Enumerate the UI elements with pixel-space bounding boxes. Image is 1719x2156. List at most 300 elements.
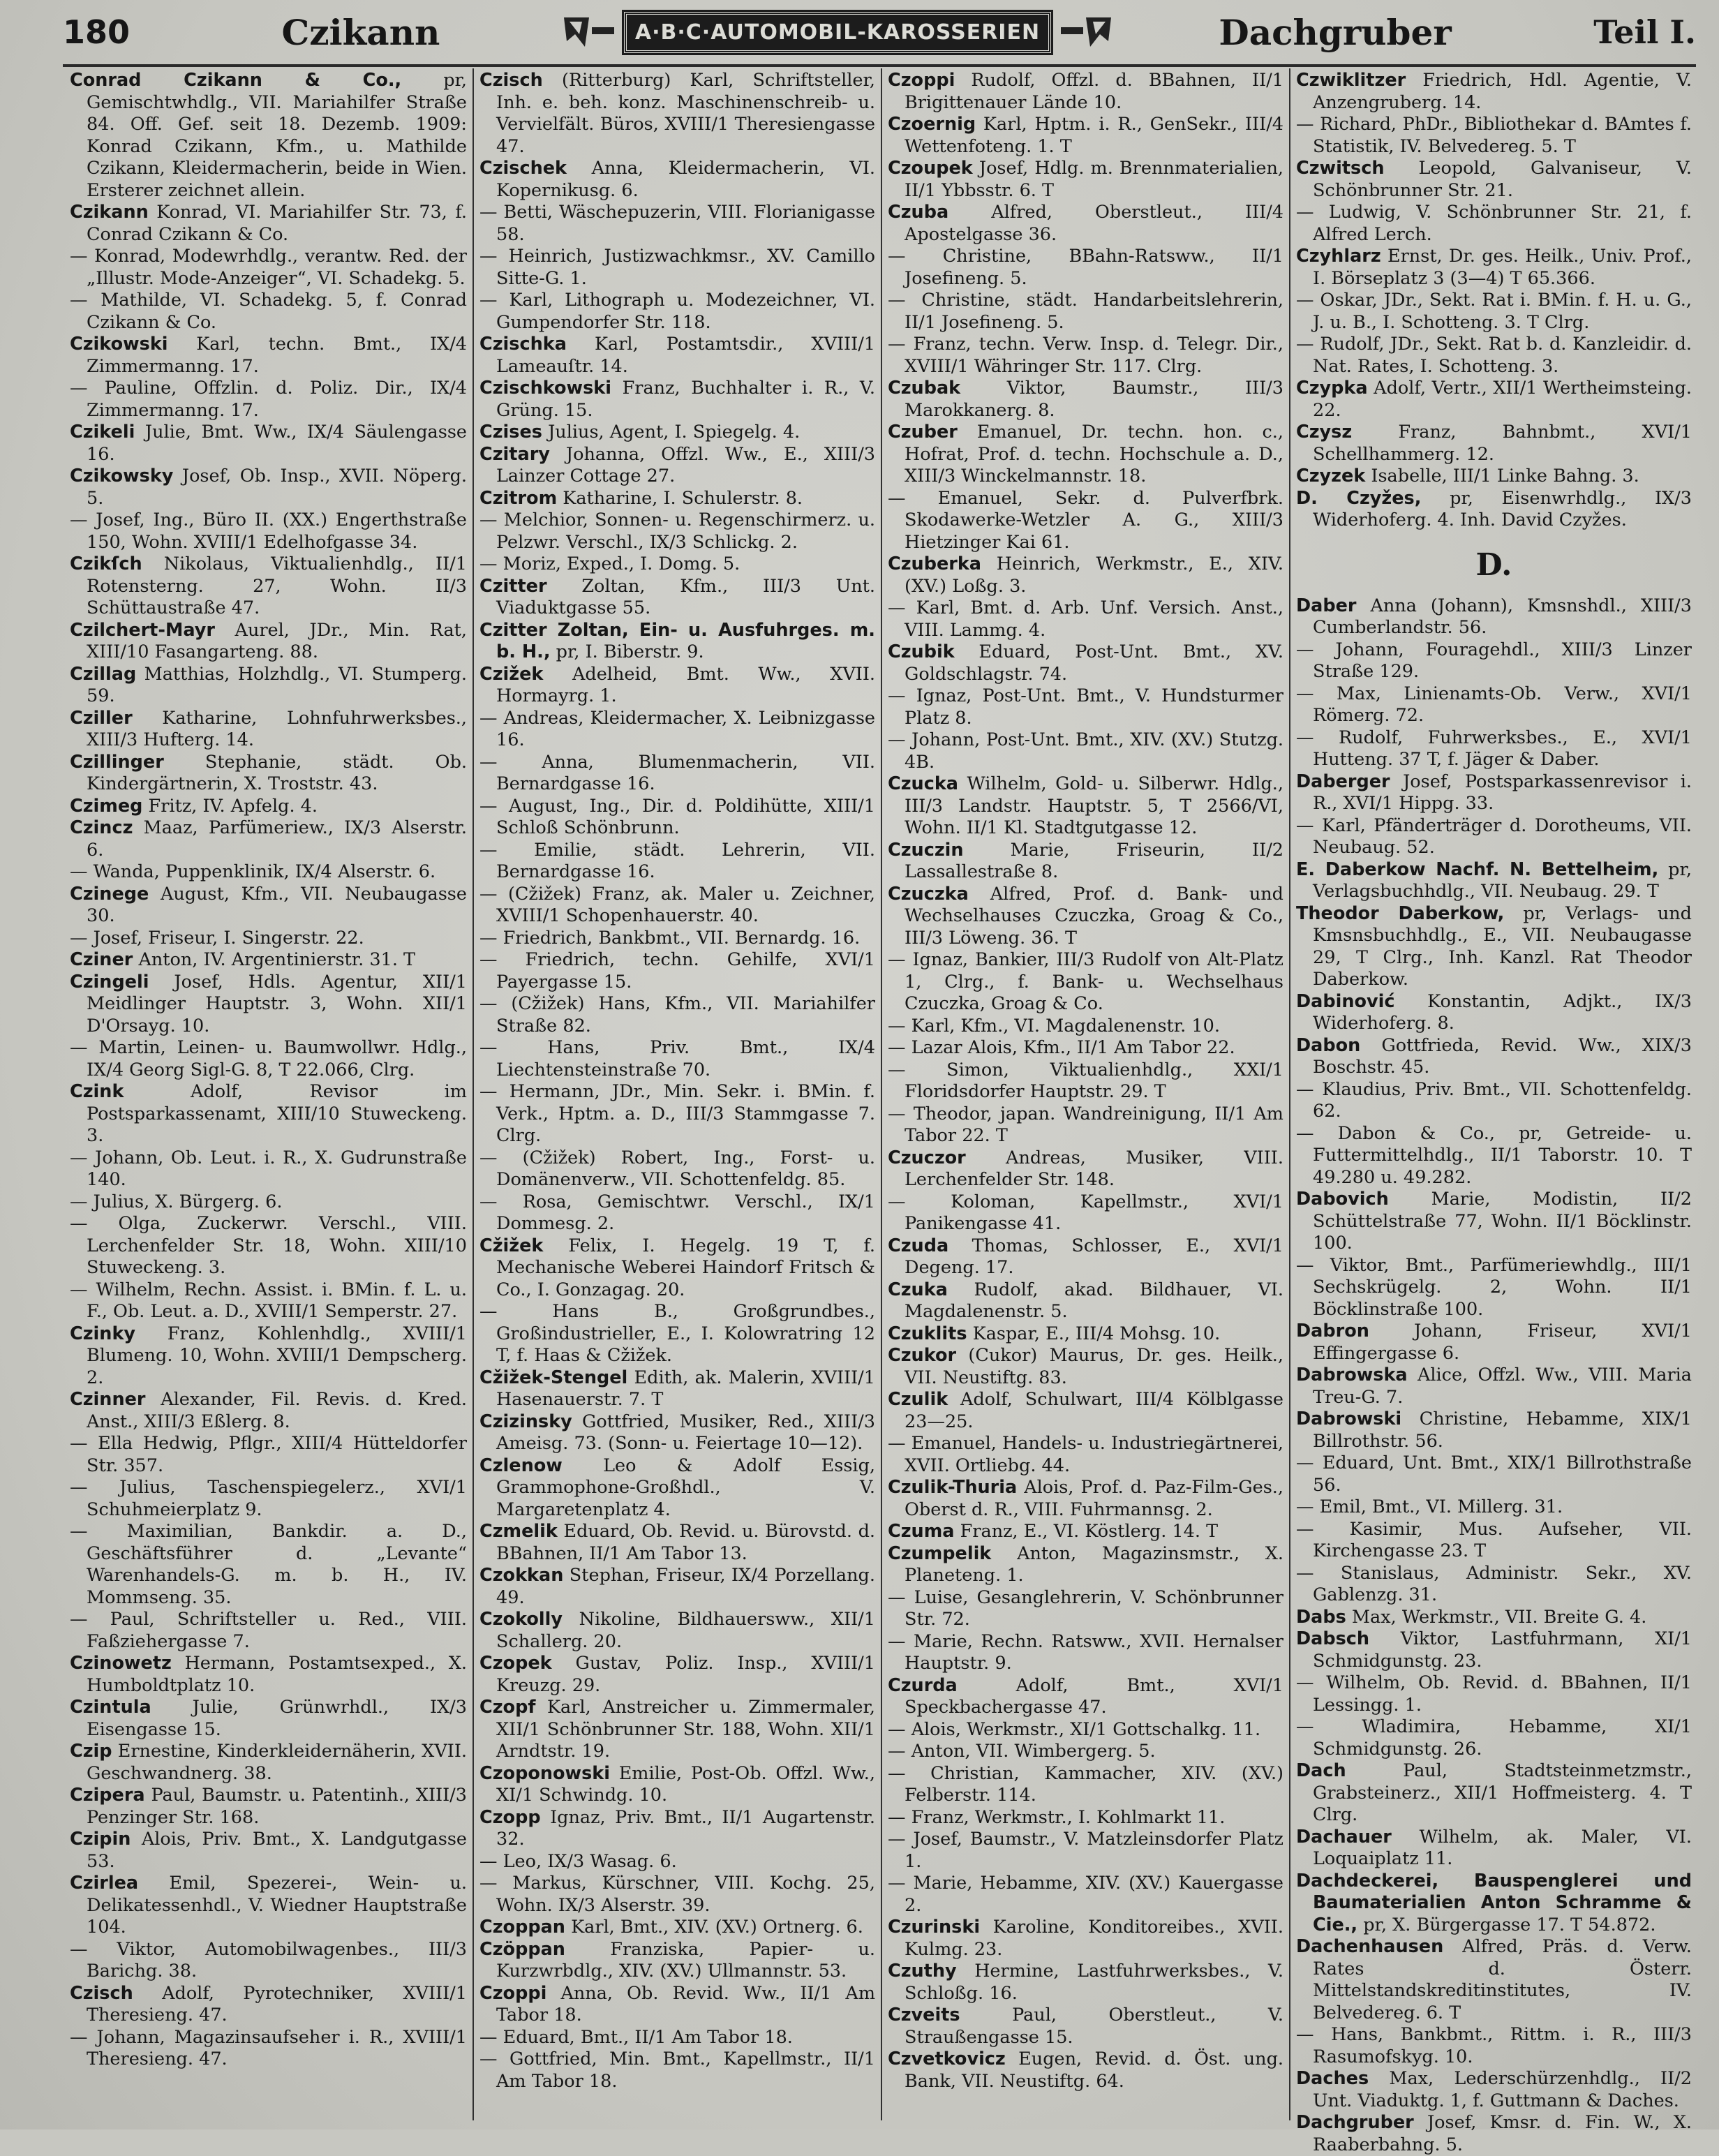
entry-text: — Anton, VII. Wimbergerg. 5. bbox=[888, 1741, 1156, 1762]
entry-text: — Karl, Kfm., VI. Magdalenenstr. 10. bbox=[888, 1015, 1220, 1036]
directory-entry bbox=[479, 158, 875, 202]
directory-entry bbox=[1296, 1079, 1692, 1123]
directory-entry bbox=[1296, 1408, 1692, 1452]
directory-entry bbox=[888, 1191, 1283, 1235]
entry-name: Czises bbox=[479, 422, 542, 443]
part-label: Teil I. bbox=[1593, 13, 1696, 51]
entry-name: Czuma bbox=[888, 1521, 955, 1542]
directory-entry bbox=[479, 70, 875, 158]
entry-name: Daber bbox=[1296, 595, 1357, 616]
entry-name: Czuthy bbox=[888, 1961, 957, 1982]
entry-name: E. Daberkow Nachf. N. Bettelheim, bbox=[1296, 858, 1659, 880]
directory-entry bbox=[70, 202, 467, 246]
entry-text: Heinrich, Werkmstr., E., XIV. (XV.) Loßg. 3. bbox=[905, 553, 1283, 597]
entry-text: Nikolaus, Viktualienhdlg., II/1 Rotensterng. 27, Wohn. II/3 Schüttaustraße 47. bbox=[87, 553, 467, 618]
entry-name: Dabon bbox=[1296, 1034, 1361, 1056]
directory-entry bbox=[70, 1697, 467, 1741]
entry-text: Katharine, I. Schulerstr. 8. bbox=[563, 487, 803, 509]
directory-entry bbox=[1296, 246, 1692, 290]
directory-entry bbox=[1296, 334, 1692, 378]
entry-text: Anton, Magazinsmstr., X. Planeteng. 1. bbox=[905, 1542, 1283, 1586]
directory-entry bbox=[1296, 1365, 1692, 1408]
directory-entry bbox=[479, 1235, 875, 1302]
entry-name: Czitrom bbox=[479, 487, 558, 509]
entry-text: — Max, Linienamts-Ob. Verw., XVI/1 Römerg. 72. bbox=[1296, 683, 1692, 726]
entry-text: Adolf, Pyrotechniker, XVIII/1 Theresieng. 47. bbox=[87, 1982, 468, 2025]
directory-entry bbox=[70, 1873, 467, 1939]
entry-text: — Christine, städt. Handarbeitslehrerin, II/1 Josefineng. 5. bbox=[888, 290, 1283, 333]
entry-text: — Hans, Priv. Bmt., IX/4 Liechtensteinstraße 70. bbox=[479, 1037, 875, 1080]
entry-name: Czinowetz bbox=[70, 1653, 172, 1674]
entry-name: Czižek bbox=[479, 663, 544, 685]
entry-text: Adolf, Schulwart, III/4 Kölblgasse 23—25. bbox=[905, 1389, 1284, 1432]
entry-name: Czuba bbox=[888, 202, 949, 223]
entry-name: Czuczin bbox=[888, 839, 964, 861]
directory-entry bbox=[479, 422, 875, 444]
entry-text: Zoltan, Kfm., III/3 Unt. Viaduktgasse 55. bbox=[496, 575, 876, 618]
entry-name: Czuda bbox=[888, 1235, 949, 1256]
directory-entry bbox=[70, 1521, 467, 1609]
entry-name: Daches bbox=[1296, 2068, 1369, 2089]
directory-entry bbox=[479, 576, 875, 620]
entry-text: Max, Lederschürzenhdlg., II/2 Unt. Viaduktg. 1, f. Guttmann & Daches. bbox=[1313, 2068, 1692, 2111]
column-2 bbox=[472, 68, 881, 2120]
entry-name: Czwitsch bbox=[1296, 158, 1385, 179]
entry-text: Franz, Kohlenhdlg., XVIII/1 Blumeng. 10, Wohn. XVIII/1 Dempscherg. 2. bbox=[87, 1323, 467, 1388]
entry-name: Dabinović bbox=[1296, 990, 1395, 1012]
entry-name: Czitary bbox=[479, 443, 550, 465]
directory-entry bbox=[888, 1433, 1283, 1477]
entry-name: Dabsch bbox=[1296, 1628, 1370, 1649]
entry-text: Alois, Prof. d. Paz-Film-Ges., Oberst d. R., VIII. Fuhrmannsg. 2. bbox=[905, 1477, 1283, 1520]
directory-entry bbox=[70, 1983, 467, 2027]
entry-text: Hermine, Lastfuhrwerksbes., V. Schloßg. 16. bbox=[905, 1961, 1283, 2004]
entry-text: — Josef, Friseur, I. Singerstr. 22. bbox=[70, 927, 364, 949]
directory-entry bbox=[1296, 290, 1692, 334]
directory-entry bbox=[479, 1367, 875, 1411]
entry-name: Cžižek bbox=[479, 1235, 544, 1256]
directory-entry bbox=[70, 928, 467, 950]
directory-entry bbox=[888, 641, 1283, 685]
directory-entry bbox=[70, 1939, 467, 1983]
directory-entry bbox=[1296, 1628, 1692, 1672]
directory-entry bbox=[1296, 1321, 1692, 1365]
entry-name: Czischka bbox=[479, 334, 567, 355]
entry-name: Czyhlarz bbox=[1296, 246, 1381, 267]
entry-text: — Franz, techn. Verw. Insp. d. Telegr. Dir., XVIII/1 Währinger Str. 117. Clrg. bbox=[888, 334, 1283, 377]
directory-entry bbox=[1296, 2024, 1692, 2068]
directory-entry bbox=[888, 1675, 1283, 1719]
directory-entry bbox=[888, 1719, 1283, 1741]
directory-entry bbox=[888, 158, 1283, 202]
entry-text: — Lazar Alois, Kfm., II/1 Am Tabor 22. bbox=[888, 1037, 1235, 1058]
directory-entry bbox=[479, 1455, 875, 1522]
entry-text: pr, I. Biberstr. 9. bbox=[556, 641, 704, 662]
directory-entry bbox=[70, 1147, 467, 1191]
entry-text: — Richard, PhDr., Bibliothekar d. BAmtes f. Statistik, IV. Belvedereg. 5. T bbox=[1296, 114, 1692, 157]
entry-text: Eugen, Revid. d. Öst. ung. Bank, VII. Neustiftg. 64. bbox=[905, 2049, 1284, 2092]
entry-text: Ernestine, Kinderkleidernäherin, XVII. Geschwandnerg. 38. bbox=[87, 1741, 468, 1784]
entry-text: Anna, Kleidermacherin, VI. Kopernikusg. 6. bbox=[496, 158, 875, 201]
directory-entry bbox=[888, 1037, 1283, 1060]
entry-text: Fritz, IV. Apfelg. 4. bbox=[148, 795, 318, 817]
entry-text: Friedrich, Hdl. Agentie, V. Anzengruberg. 14. bbox=[1313, 70, 1692, 113]
directory-entry bbox=[888, 1829, 1283, 1873]
entry-text: Paul, Stadtsteinmetzmstr., Grabsteinerz., XII/1 Hoffmeisterg. 4. T Clrg. bbox=[1313, 1760, 1692, 1825]
entry-text: — Betti, Wäschepuzerin, VIII. Florianigasse 58. bbox=[479, 202, 875, 245]
directory-entry bbox=[479, 1037, 875, 1081]
entry-text: Wilhelm, ak. Maler, VI. Loquaiplatz 11. bbox=[1313, 1826, 1692, 1869]
directory-entry bbox=[888, 1741, 1283, 1763]
entry-text: — Hermann, JDr., Min. Sekr. i. BMin. f. Verk., Hptm. a. D., III/3 Stammgasse 7. Clrg. bbox=[479, 1081, 875, 1146]
entry-text: — Christian, Kammacher, XIV. (XV.) Felberstr. 114. bbox=[888, 1762, 1283, 1806]
entry-name: Czisch bbox=[479, 70, 543, 91]
entry-name: Czwiklitzer bbox=[1296, 70, 1406, 91]
entry-name: Czinner bbox=[70, 1389, 146, 1410]
directory-entry bbox=[888, 1235, 1283, 1279]
entry-name: Czikowski bbox=[70, 334, 168, 355]
entry-name: Czillinger bbox=[70, 751, 164, 773]
entry-text: pr, Gemischtwhdlg., VII. Mariahilfer Straße 84. Off. Gef. seit 18. Dezemb. 1909: Konrad Czikann, Kfm., u. Mathilde Czikann, Kleidermacherin, beide in Wien. Ersterer zeichnet allein. bbox=[87, 70, 468, 201]
directory-entry bbox=[479, 1851, 875, 1873]
entry-text: — Konrad, Modewrhdlg., verantw. Red. der „Illustr. Mode-Anzeiger“, VI. Schadekg. 5. bbox=[70, 246, 467, 289]
entry-text: Paul, Oberstleut., V. Straußengasse 15. bbox=[905, 2005, 1283, 2048]
directory-entry bbox=[479, 708, 875, 752]
entry-text: — Emanuel, Handels- u. Industriegärtnerei, XVII. Ortliebg. 44. bbox=[888, 1433, 1283, 1476]
directory-entry bbox=[479, 1191, 875, 1235]
directory-entry bbox=[1296, 903, 1692, 991]
entry-name: Czveits bbox=[888, 2005, 960, 2025]
entry-name: Czuczka bbox=[888, 883, 969, 905]
directory-entry bbox=[70, 246, 467, 290]
directory-entry bbox=[479, 620, 875, 664]
entry-text: Gustav, Poliz. Insp., XVIII/1 Kreuzg. 29. bbox=[496, 1653, 875, 1696]
directory-entry bbox=[479, 2049, 875, 2092]
entry-name: Czoppi bbox=[479, 1982, 547, 2004]
entry-text: — Julius, Taschenspiegelerz., XVI/1 Schuhmeierplatz 9. bbox=[70, 1477, 467, 1520]
entry-name: Czulik bbox=[888, 1389, 948, 1410]
directory-entry bbox=[888, 1873, 1283, 1917]
directory-entry bbox=[70, 1389, 467, 1433]
directory-entry bbox=[888, 729, 1283, 773]
entry-text: Marie, Friseurin, II/2 Lassallestraße 8. bbox=[905, 839, 1284, 882]
entry-text: — Viktor, Bmt., Parfümeriewhdlg., III/1 Sechskrügelg. 2, Wohn. II/1 Böcklinstraße 100. bbox=[1296, 1254, 1692, 1320]
directory-entry bbox=[70, 884, 467, 928]
entry-text: — Luise, Gesanglehrerin, V. Schönbrunner Str. 72. bbox=[888, 1586, 1283, 1630]
directory-entry bbox=[479, 993, 875, 1037]
directory-entry bbox=[479, 1609, 875, 1653]
entry-text: — Ignaz, Post-Unt. Bmt., V. Hundsturmer Platz 8. bbox=[888, 685, 1283, 729]
entry-text: Josef, Kmsr. d. Fin. W., X. Raaberbahng. 5. bbox=[1313, 2112, 1692, 2155]
entry-name: Czirlea bbox=[70, 1873, 139, 1894]
directory-entry bbox=[1296, 771, 1692, 815]
entry-name: Czopf bbox=[479, 1697, 536, 1718]
directory-entry bbox=[479, 488, 875, 510]
directory-entry bbox=[70, 796, 467, 818]
directory-entry bbox=[888, 553, 1283, 597]
directory-entry bbox=[1296, 1035, 1692, 1079]
directory-entry bbox=[70, 817, 467, 861]
entry-name: Czubak bbox=[888, 378, 961, 399]
entry-text: Alois, Priv. Bmt., X. Landgutgasse 53. bbox=[87, 1829, 467, 1872]
directory-entry bbox=[70, 510, 467, 553]
entry-text: Isabelle, III/1 Linke Bahng. 3. bbox=[1371, 466, 1639, 486]
entry-name: Czinege bbox=[70, 883, 149, 905]
entry-text: Julius, Agent, I. Spiegelg. 4. bbox=[548, 422, 801, 443]
entry-text: — Hans B., Großgrundbes., Großindustrieller, E., I. Kolowratring 12 T, f. Haas & Cžižek. bbox=[479, 1301, 875, 1366]
directory-entry bbox=[888, 1147, 1283, 1191]
directory-entry bbox=[888, 2005, 1283, 2049]
entry-text: — Olga, Zuckerwr. Verschl., VIII. Lerchenfelder Str. 18, Wohn. XIII/10 Stuweckeng. 3. bbox=[70, 1213, 467, 1278]
directory-entry bbox=[888, 1631, 1283, 1675]
entry-text: Josef, Hdlg. m. Brennmaterialien, II/1 Ybbsstr. 6. T bbox=[905, 158, 1283, 201]
entry-name: Czilchert-Mayr bbox=[70, 619, 215, 641]
entry-text: — Viktor, Automobilwagenbes., III/3 Barichg. 38. bbox=[70, 1938, 467, 1982]
entry-name: Czip bbox=[70, 1741, 112, 1762]
entry-text: — Julius, X. Bürgerg. 6. bbox=[70, 1191, 283, 1212]
entry-text: — Marie, Rechn. Ratsww., XVII. Hernalser Hauptstr. 9. bbox=[888, 1630, 1283, 1674]
directory-entry bbox=[479, 1521, 875, 1565]
entry-text: — Stanislaus, Administr. Sekr., XV. Gablenzg. 31. bbox=[1296, 1562, 1692, 1605]
entry-text: Anna (Johann), Kmsnshdl., XIII/3 Cumberlandstr. 56. bbox=[1313, 595, 1692, 638]
entry-text: — Hans, Bankbmt., Rittm. i. R., III/3 Rasumofskyg. 10. bbox=[1296, 2024, 1692, 2067]
entry-text: Stephanie, städt. Ob. Kindergärtnerin, X. Troststr. 43. bbox=[87, 751, 467, 794]
entry-name: Czukor bbox=[888, 1345, 957, 1366]
entry-text: Viktor, Lastfuhrmann, XI/1 Schmidgunstg. 23. bbox=[1313, 1628, 1692, 1672]
entry-name: Czokkan bbox=[479, 1565, 564, 1586]
directory-entry bbox=[888, 70, 1283, 114]
directory-entry bbox=[888, 685, 1283, 729]
directory-entry bbox=[1296, 1255, 1692, 1321]
entry-text: Franz, Bahnbmt., XVI/1 Schellhammerg. 12. bbox=[1313, 422, 1692, 465]
entry-text: Thomas, Schlosser, E., XVI/1 Degeng. 17. bbox=[905, 1235, 1283, 1278]
directory-entry bbox=[479, 928, 875, 950]
directory-entry bbox=[70, 1081, 467, 1147]
directory-entry bbox=[70, 466, 467, 510]
entry-text: Alice, Offzl. Ww., VIII. Maria Treu-G. 7. bbox=[1313, 1365, 1692, 1408]
directory-entry bbox=[479, 1411, 875, 1455]
directory-entry bbox=[70, 708, 467, 752]
entry-text: — Karl, Pfänderträger d. Dorotheums, VII. Neubaug. 52. bbox=[1296, 815, 1692, 858]
entry-name: Daberger bbox=[1296, 771, 1390, 792]
directory-entry bbox=[888, 202, 1283, 246]
directory-entry bbox=[70, 1191, 467, 1214]
entry-name: Czlenow bbox=[479, 1455, 563, 1476]
directory-entry bbox=[479, 510, 875, 553]
entry-name: Czipin bbox=[70, 1829, 131, 1850]
directory-entry bbox=[479, 1301, 875, 1367]
entry-text: — (Cžižek) Franz, ak. Maler u. Zeichner, XVIII/1 Schopenhauerstr. 40. bbox=[479, 883, 875, 926]
entry-name: Czitter bbox=[479, 575, 547, 597]
entry-text: Rudolf, Offzl. d. BBahnen, II/1 Brigittenauer Lände 10. bbox=[905, 70, 1283, 113]
directory-entry bbox=[1296, 639, 1692, 683]
entry-text: August, Kfm., VII. Neubaugasse 30. bbox=[87, 883, 467, 926]
directory-entry bbox=[479, 2027, 875, 2049]
entry-text: — Dabon & Co., pr, Getreide- u. Futtermittelhdlg., II/1 Taborstr. 10. T 49.280 u. 49.282. bbox=[1296, 1122, 1692, 1188]
entry-text: — Christine, BBahn-Ratsww., II/1 Josefineng. 5. bbox=[888, 246, 1283, 289]
entry-text: — August, Ing., Dir. d. Poldihütte, XIII/1 Schloß Schönbrunn. bbox=[479, 795, 875, 838]
entry-name: Dachenhausen bbox=[1296, 1936, 1444, 1957]
entry-text: Alfred, Prof. d. Bank- und Wechselhauses Czuczka, Groag & Co., III/3 Löweng. 36. T bbox=[905, 883, 1283, 949]
entry-text: Konrad, VI. Mariahilfer Str. 73, f. Conrad Czikann & Co. bbox=[87, 202, 467, 245]
directory-entry bbox=[70, 620, 467, 664]
directory-entry bbox=[479, 378, 875, 422]
entry-name: Czurda bbox=[888, 1674, 958, 1696]
entry-name: Dachgruber bbox=[1296, 2112, 1414, 2133]
directory-entry bbox=[70, 664, 467, 708]
directory-entry bbox=[479, 949, 875, 993]
entry-name: Czurinski bbox=[888, 1917, 981, 1938]
entry-name: D. Czyžes, bbox=[1296, 487, 1422, 509]
entry-text: — Friedrich, techn. Gehilfe, XVI/1 Payergasse 15. bbox=[479, 949, 875, 992]
entry-text: pr, Eisenwrhdlg., IX/3 Widerhoferg. 4. Inh. David Czyžes. bbox=[1313, 487, 1692, 530]
directory-entry bbox=[479, 664, 875, 708]
entry-text: — Karl, Bmt. d. Arb. Unf. Versich. Anst., VIII. Lammg. 4. bbox=[888, 597, 1283, 641]
directory-entry bbox=[70, 1653, 467, 1697]
entry-text: Johann, Friseur, XVI/1 Effingergasse 6. bbox=[1313, 1321, 1692, 1364]
directory-entry bbox=[1296, 1827, 1692, 1871]
entry-name: Czikeli bbox=[70, 422, 135, 443]
advertising-banner bbox=[561, 12, 1114, 53]
entry-text: — Maximilian, Bankdir. a. D., Geschäftsführer d. „Levante“ Warenhandels-G. m. b. H., IV. Mommseng. 35. bbox=[70, 1521, 467, 1608]
entry-text: Max, Werkmstr., VII. Breite G. 4. bbox=[1351, 1606, 1647, 1628]
entry-name: Czopp bbox=[479, 1806, 541, 1828]
directory-entry bbox=[70, 972, 467, 1038]
directory-entry bbox=[1296, 1871, 1692, 1937]
directory-entry bbox=[70, 290, 467, 334]
directory-entry bbox=[888, 1961, 1283, 2005]
entry-name: Czypka bbox=[1296, 378, 1368, 399]
directory-entry bbox=[1296, 1452, 1692, 1496]
entry-text: — Karl, Lithograph u. Modezeichner, VI. Gumpendorfer Str. 118. bbox=[479, 290, 875, 333]
directory-entry bbox=[1296, 488, 1692, 532]
entry-text: Felix, I. Hegelg. 19 T, f. Mechanische Weberei Haindorf Fritsch & Co., I. Gonzagag. 20. bbox=[496, 1235, 876, 1300]
column-4 bbox=[1289, 68, 1697, 2155]
entry-name: Czoupek bbox=[888, 158, 973, 179]
entry-text: Josef, Hdls. Agentur, XII/1 Meidlinger Hauptstr. 3, Wohn. XII/1 D'Orsayg. 10. bbox=[87, 971, 467, 1036]
entry-text: Anna, Ob. Revid. Ww., II/1 Am Tabor 18. bbox=[496, 1982, 875, 2025]
entry-name: Czikowsky bbox=[70, 466, 174, 486]
directory-entry bbox=[888, 334, 1283, 378]
entry-text: Marie, Modistin, II/2 Schüttelstraße 77, Wohn. II/1 Böcklinstr. 100. bbox=[1313, 1189, 1692, 1254]
entry-text: Hermann, Postamtsexped., X. Humboldtplatz 10. bbox=[87, 1653, 468, 1696]
entry-name: Czmelik bbox=[479, 1521, 558, 1542]
entry-name: Czipera bbox=[70, 1785, 145, 1806]
entry-text: — Marie, Hebamme, XIV. (XV.) Kauergasse 2. bbox=[888, 1873, 1283, 1916]
entry-text: Karl, Postamtsdir., XVIII/1 Lameauſtr. 14. bbox=[496, 334, 876, 377]
entry-name: Cziner bbox=[70, 949, 133, 970]
page-header bbox=[63, 0, 1696, 67]
entry-text: — Eduard, Unt. Bmt., XIX/1 Billrothstraße 56. bbox=[1296, 1452, 1692, 1496]
entry-text: — Ignaz, Bankier, III/3 Rudolf von Alt-Platz 1, Clrg., f. Bank- u. Wechselhaus Czuczka, Groag & Co. bbox=[888, 949, 1283, 1014]
directory-entry bbox=[1296, 466, 1692, 488]
entry-text: (Cukor) Maurus, Dr. ges. Heilk., VII. Neustiftg. 83. bbox=[905, 1345, 1283, 1388]
entry-text: Alfred, Oberstleut., III/4 Apostelgasse 36. bbox=[905, 202, 1284, 245]
entry-text: — Oskar, JDr., Sekt. Rat i. BMin. f. H. u. G., J. u. B., I. Schotteng. 3. T Clrg. bbox=[1296, 290, 1692, 333]
directory-entry bbox=[479, 1697, 875, 1763]
directory-entry bbox=[888, 246, 1283, 290]
directory-entry bbox=[479, 796, 875, 840]
entry-name: Czoppi bbox=[888, 70, 955, 91]
directory-entry bbox=[70, 553, 467, 620]
entry-name: Czikſch bbox=[70, 553, 142, 574]
directory-entry bbox=[70, 752, 467, 796]
entry-text: — Alois, Werkmstr., XI/1 Gottschalkg. 11. bbox=[888, 1718, 1261, 1740]
directory-entry bbox=[1296, 815, 1692, 859]
entry-name: Czisch bbox=[70, 1982, 133, 2004]
left-guide-word: Czikann bbox=[281, 11, 440, 53]
entry-text: — Martin, Leinen- u. Baumwollwr. Hdlg., IX/4 Georg Sigl-G. 8, T 22.066, Clrg. bbox=[70, 1037, 467, 1080]
directory-entry bbox=[70, 1037, 467, 1081]
letter-heading: D. bbox=[1475, 547, 1512, 583]
directory-entry bbox=[479, 202, 875, 246]
entry-text: — Kasimir, Mus. Aufseher, VII. Kirchengasse 23. T bbox=[1296, 1518, 1692, 1561]
page-number: 180 bbox=[63, 13, 131, 51]
entry-text: — Josef, Ing., Büro II. (XX.) Engerthstraße 150, Wohn. XVIII/1 Edelhofgasse 34. bbox=[70, 510, 467, 553]
entry-text: — Theodor, japan. Wandreinigung, II/1 Am Tabor 22. T bbox=[888, 1103, 1283, 1146]
directory-entry bbox=[70, 1785, 467, 1829]
entry-text: — Simon, Viktualienhdlg., XXI/1 Floridsdorfer Hauptstr. 29. T bbox=[888, 1059, 1283, 1102]
directory-entry bbox=[888, 773, 1283, 840]
directory-entry bbox=[1296, 1189, 1692, 1255]
entry-text: — Rudolf, Fuhrwerksbes., E., XVI/1 Hutteng. 37 T, f. Jäger & Daber. bbox=[1296, 727, 1692, 770]
directory-entry bbox=[888, 884, 1283, 950]
entry-text: Edith, ak. Malerin, XVIII/1 Hasenauerstr. 7. T bbox=[496, 1367, 875, 1410]
entry-text: Nikoline, Bildhauersww., XII/1 Schallerg. 20. bbox=[496, 1609, 875, 1652]
directory-entry bbox=[479, 334, 875, 378]
entry-text: Aurel, JDr., Min. Rat, XIII/10 Fasangarteng. 88. bbox=[87, 619, 468, 662]
entry-text: — Pauline, Offzlin. d. Poliz. Dir., IX/4 Zimmermanng. 17. bbox=[70, 378, 467, 421]
entry-name: Czincz bbox=[70, 817, 133, 838]
entry-name: Czischkowski bbox=[479, 378, 611, 399]
directory-entry bbox=[888, 840, 1283, 884]
entry-text: Gottfried, Musiker, Red., XIII/3 Ameisg. 73. (Sonn- u. Feiertage 10—12). bbox=[496, 1411, 875, 1454]
entry-name: Czingeli bbox=[70, 971, 149, 992]
directory-entry bbox=[1296, 1672, 1692, 1716]
entry-name: Dachdeckerei, Bauspenglerei und Baumaterialien Anton Schramme & Cie., bbox=[1296, 1870, 1692, 1935]
directory-entry bbox=[479, 884, 875, 928]
directory-entry bbox=[70, 70, 467, 202]
entry-text: Karl, techn. Bmt., IX/4 Zimmermanng. 17. bbox=[87, 334, 468, 377]
entry-text: Julie, Grünwrhdl., IX/3 Eisengasse 15. bbox=[87, 1697, 467, 1740]
entry-text: Josef, Ob. Insp., XVII. Nöperg. 5. bbox=[87, 466, 468, 509]
entry-text: — Anna, Blumenmacherin, VII. Bernardgasse 16. bbox=[479, 751, 875, 794]
entry-text: — Emil, Bmt., VI. Millerg. 31. bbox=[1296, 1496, 1563, 1517]
entry-text: Johanna, Offzl. Ww., E., XIII/3 Lainzer Cottage 27. bbox=[496, 443, 876, 486]
entry-text: Adolf, Revisor im Postsparkassenamt, XIII/10 Stuweckeng. 3. bbox=[87, 1081, 467, 1146]
entry-name: Czimeg bbox=[70, 795, 143, 817]
column-1 bbox=[64, 68, 472, 2120]
entry-text: Emil, Spezerei-, Wein- u. Delikatessenhdl., V. Wiedner Hauptstraße 104. bbox=[87, 1873, 468, 1938]
directory-entry bbox=[1296, 1607, 1692, 1629]
entry-name: Cziller bbox=[70, 707, 133, 729]
directory-entry bbox=[479, 1917, 875, 1939]
directory-entry bbox=[888, 1521, 1283, 1543]
entry-text: pr, X. Bürgergasse 17. T 54.872. bbox=[1363, 1914, 1656, 1935]
entry-name: Czizinsky bbox=[479, 1411, 572, 1432]
entry-text: Karl, Bmt., XIV. (XV.) Ortnerg. 6. bbox=[571, 1917, 863, 1938]
directory-entry bbox=[1296, 2112, 1692, 2156]
directory-entry bbox=[479, 1807, 875, 1851]
directory-entry bbox=[888, 1587, 1283, 1631]
entry-name: Theodor Daberkow, bbox=[1296, 902, 1505, 924]
entry-text: — Emilie, städt. Lehrerin, VII. Bernardgasse 16. bbox=[479, 839, 875, 882]
directory-entry bbox=[1296, 70, 1692, 114]
entry-text: Karoline, Konditoreibes., XVII. Kulmg. 23. bbox=[905, 1917, 1283, 1960]
entry-name: Dabovich bbox=[1296, 1189, 1389, 1210]
directory-entry bbox=[70, 861, 467, 884]
entry-text: — Moriz, Exped., I. Domg. 5. bbox=[479, 553, 741, 574]
